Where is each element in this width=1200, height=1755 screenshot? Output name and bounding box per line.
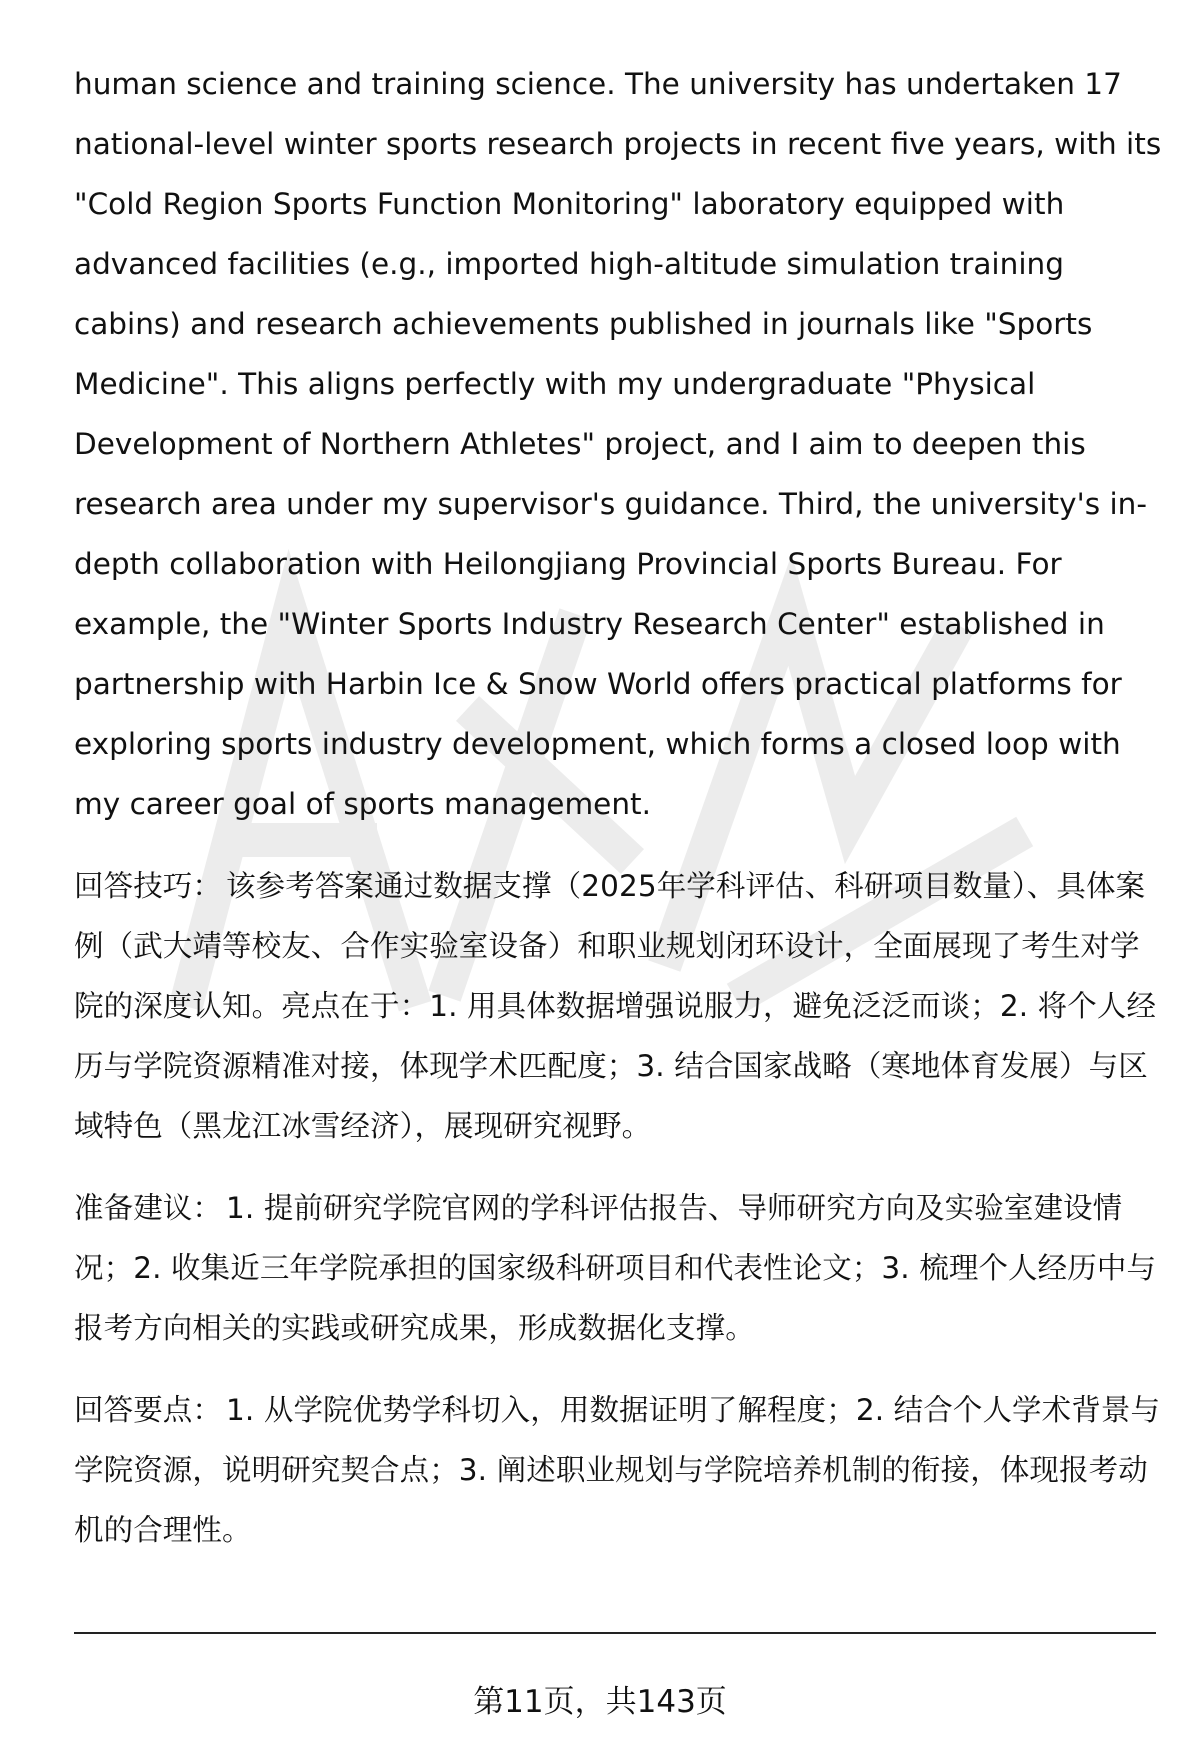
paragraph-answer-tips xyxy=(74,856,1164,1156)
paragraph-preparation-advice xyxy=(74,1178,1164,1358)
preparation-advice-text: 1. 提前研究学院官网的学科评估报告、导师研究方向及实验室建设情况；2. 收集近三年学院承担的国家级科研项目和代表性论文；3. 梳理个人经历中与报考方向相关的实践或研究成果，形成数据化支撑。 xyxy=(74,1191,1157,1345)
paragraph-intro-continuation: human science and training science. The university has undertaken 17 national-level winter sports research projects in recent five years, with its "Cold Region Sports Function Monitoring" laboratory equipped with advanced facilities (e.g., imported high-altitude simulation training cabins) and research achievements published in journals like "Sports Medicine". This aligns perfectly with my undergraduate "Physical Development of Northern Athletes" project, and I aim to deepen this research area under my supervisor's guidance. Third, the university's in-depth collaboration with Heilongjiang Provincial Sports Bureau. For example, the "Winter Sports Industry Research Center" established in partnership with Harbin Ice & Snow World offers practical platforms for exploring sports industry development, which forms a closed loop with my career goal of sports management. xyxy=(74,67,1162,821)
answer-key-points-text: 1. 从学院优势学科切入，用数据证明了解程度；2. 结合个人学术背景与学院资源，说明研究契合点；3. 阐述职业规划与学院培养机制的衔接，体现报考动机的合理性。 xyxy=(74,1393,1161,1547)
paragraph-answer-key-points xyxy=(74,1380,1164,1560)
answer-tips-label: 回答技巧： xyxy=(74,869,223,903)
page-number-footer: 第11页，共143页 xyxy=(473,1684,727,1720)
footer-divider xyxy=(74,1632,1156,1634)
preparation-advice-label: 准备建议： xyxy=(74,1191,223,1225)
document-body xyxy=(74,54,1164,1560)
answer-key-points-label: 回答要点： xyxy=(74,1393,223,1427)
answer-tips-text: 该参考答案通过数据支撑（2025年学科评估、科研项目数量）、具体案例（武大靖等校友、合作实验室设备）和职业规划闭环设计，全面展现了考生对学院的深度认知。亮点在于：1. 用具体数据增强说服力，避免泛泛而谈；2. 将个人经历与学院资源精准对接，体现学术匹配度；3. 结合国家战略（寒地体育发展）与区域特色（黑龙江冰雪经济），展现研究视野。 xyxy=(74,869,1157,1143)
